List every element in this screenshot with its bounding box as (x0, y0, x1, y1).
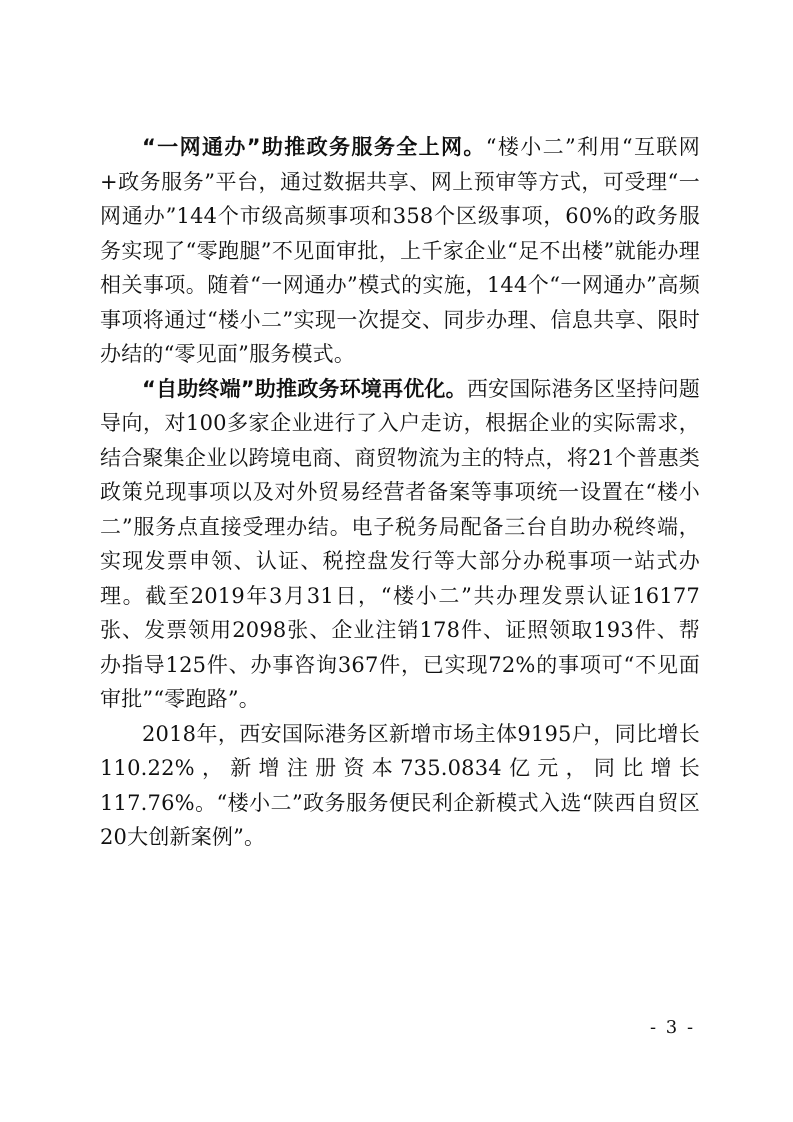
paragraph-lead: “自助终端”助推政务环境再优化。 (142, 376, 467, 401)
page-number: - 3 - (650, 1017, 696, 1038)
document-body (100, 130, 700, 855)
paragraph-text: “楼小二”利用“互联网+政务服务”平台，通过数据共享、网上预审等方式，可受理“一网通办”144个市级高频事项和358个区级事项，60%的政务服务实现了“零跑腿”不见面审批，上千家企业“足不出楼”就能办理相关事项。随着“一网通办”模式的实施，144个“一网通办”高频事项将通过“楼小二”实现一次提交、同步办理、信息共享、限时办结的“零见面”服务模式。 (100, 135, 700, 366)
paragraph-text: 2018年，西安国际港务区新增市场主体9195户，同比增长110.22%，新增注册资本735.0834亿元，同比增长117.76%。“楼小二”政务服务便民利企新模式入选“陕西自贸区20大创新案例”。 (100, 721, 700, 849)
paragraph-lead: “一网通办”助推政务服务全上网。 (142, 135, 486, 159)
paragraph-text: 西安国际港务区坚持问题导向，对100多家企业进行了入户走访，根据企业的实际需求，结合聚集企业以跨境电商、商贸物流为主的特点，将21个普惠类政策兑现事项以及对外贸易经营者备案等事项统一设置在“楼小二”服务点直接受理办结。电子税务局配备三台自助办税终端，实现发票申领、认证、税控盘发行等大部分办税事项一站式办理。截至2019年3月31日，“楼小二”共办理发票认证16177张、发票领用2098张、企业注销178件、证照领取193件、帮办指导125件、办事咨询367件，已实现72%的事项可“不见面审批”“零跑路”。 (100, 376, 701, 711)
paragraph-2018-results (100, 717, 700, 855)
paragraph-self-service-terminal (100, 372, 700, 717)
paragraph-online-service (100, 130, 700, 372)
